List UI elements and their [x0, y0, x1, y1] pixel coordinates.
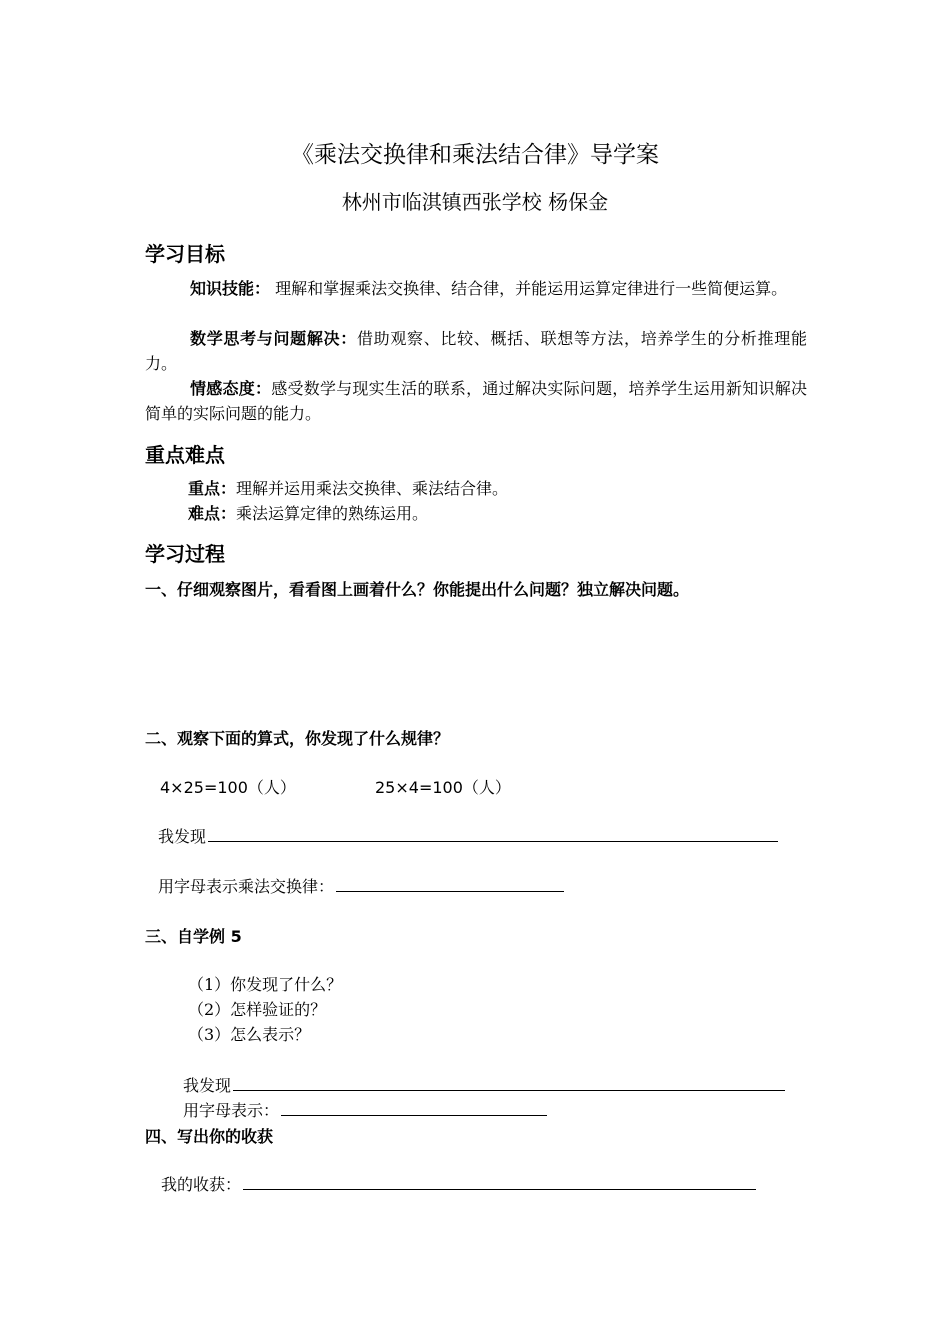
harvest-line	[161, 1172, 756, 1195]
find-line-1	[158, 824, 778, 847]
answer-blank[interactable]	[208, 825, 778, 842]
goal-knowledge	[145, 276, 807, 301]
keypoint-main	[188, 476, 508, 499]
answer-blank[interactable]	[243, 1173, 756, 1190]
goal-label: 情感态度：	[190, 379, 272, 398]
section-two: 二、观察下面的算式，你发现了什么规律？	[145, 729, 450, 748]
goal-label: 知识技能：	[190, 279, 271, 298]
question-1: （1）你发现了什么？	[188, 975, 343, 994]
goal-text: 理解和掌握乘法交换律、结合律，并能运用运算定律进行一些简便运算。	[270, 279, 788, 298]
equation-1: 4×25=100（人）	[160, 778, 296, 797]
find-label: 我发现	[158, 827, 207, 846]
goal-text: 借助观察、比较、概括、联想等方法，培养学生的分析推理能力。	[145, 329, 807, 373]
find-line-2	[183, 1073, 785, 1096]
find-label: 我发现	[183, 1076, 232, 1095]
keypoint-difficult	[188, 501, 428, 524]
question-3: （3）怎么表示？	[188, 1025, 311, 1044]
letter-label: 用字母表示：	[183, 1101, 280, 1120]
letter-line-1	[158, 874, 564, 897]
section-three: 三、自学例 5	[145, 927, 242, 946]
goals-heading: 学习目标	[145, 242, 225, 266]
author-line: 林州市临淇镇西张学校 杨保金	[341, 190, 609, 214]
keypoint-label: 重点：	[188, 479, 237, 498]
goal-label: 数学思考与问题解决：	[190, 329, 357, 348]
answer-blank[interactable]	[336, 875, 564, 892]
letter-line-2	[183, 1098, 547, 1121]
equation-2: 25×4=100（人）	[375, 778, 511, 797]
keypoint-text: 乘法运算定律的熟练运用。	[236, 504, 429, 523]
goal-attitude	[145, 376, 807, 426]
section-one: 一、仔细观察图片，看看图上画着什么？你能提出什么问题？独立解决问题。	[145, 580, 690, 599]
answer-blank[interactable]	[233, 1074, 785, 1091]
keypoint-label: 难点：	[188, 504, 237, 523]
question-2: （2）怎样验证的？	[188, 1000, 327, 1019]
goal-thinking	[145, 326, 807, 376]
process-heading: 学习过程	[145, 542, 225, 566]
keypoints-heading: 重点难点	[145, 443, 225, 467]
letter-label: 用字母表示乘法交换律：	[158, 877, 335, 896]
goal-text: 感受数学与现实生活的联系，通过解决实际问题，培养学生运用新知识解决简单的实际问题的能力。	[145, 379, 807, 423]
harvest-label: 我的收获：	[161, 1175, 242, 1194]
answer-blank[interactable]	[281, 1099, 547, 1116]
document-title: 《乘法交换律和乘法结合律》导学案	[291, 142, 659, 168]
section-four: 四、写出你的收获	[145, 1127, 274, 1146]
keypoint-text: 理解并运用乘法交换律、乘法结合律。	[236, 479, 509, 498]
